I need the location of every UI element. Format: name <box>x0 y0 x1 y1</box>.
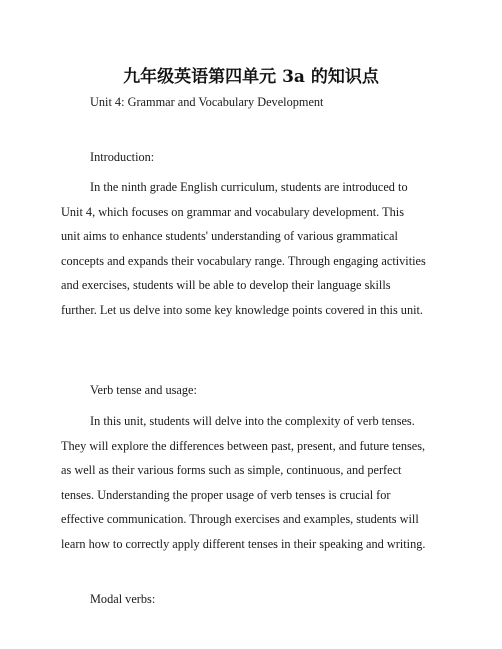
section-body-verb-tense: In this unit, students will delve into the complexity of verb tenses. They will explore the differences between past, present, and future tenses, as well as their various forms such as simple, continuous, and perfect tenses. Understanding the proper usage of verb tenses is crucial for effective communication. Through exercises and examples, students will learn how to correctly apply different tenses in their speaking and writing. <box>61 414 426 551</box>
unit-subtitle: Unit 4: Grammar and Vocabulary Development <box>90 95 324 109</box>
section-heading-introduction: Introduction: <box>90 150 155 164</box>
section-body-introduction: In the ninth grade English curriculum, students are introduced to Unit 4, which focuses on grammar and vocabulary development. This unit aims to enhance students' understanding of various grammatical concepts and expands their vocabulary range. Through engaging activities and exercises, students will be able to develop their language skills further. Let us delve into some key knowledge points covered in this unit. <box>61 180 426 317</box>
section-heading-modal-verbs: Modal verbs: <box>90 592 156 606</box>
document-title: 九年级英语第四单元 3a 的知识点 <box>123 67 379 87</box>
section-heading-verb-tense: Verb tense and usage: <box>90 383 197 397</box>
